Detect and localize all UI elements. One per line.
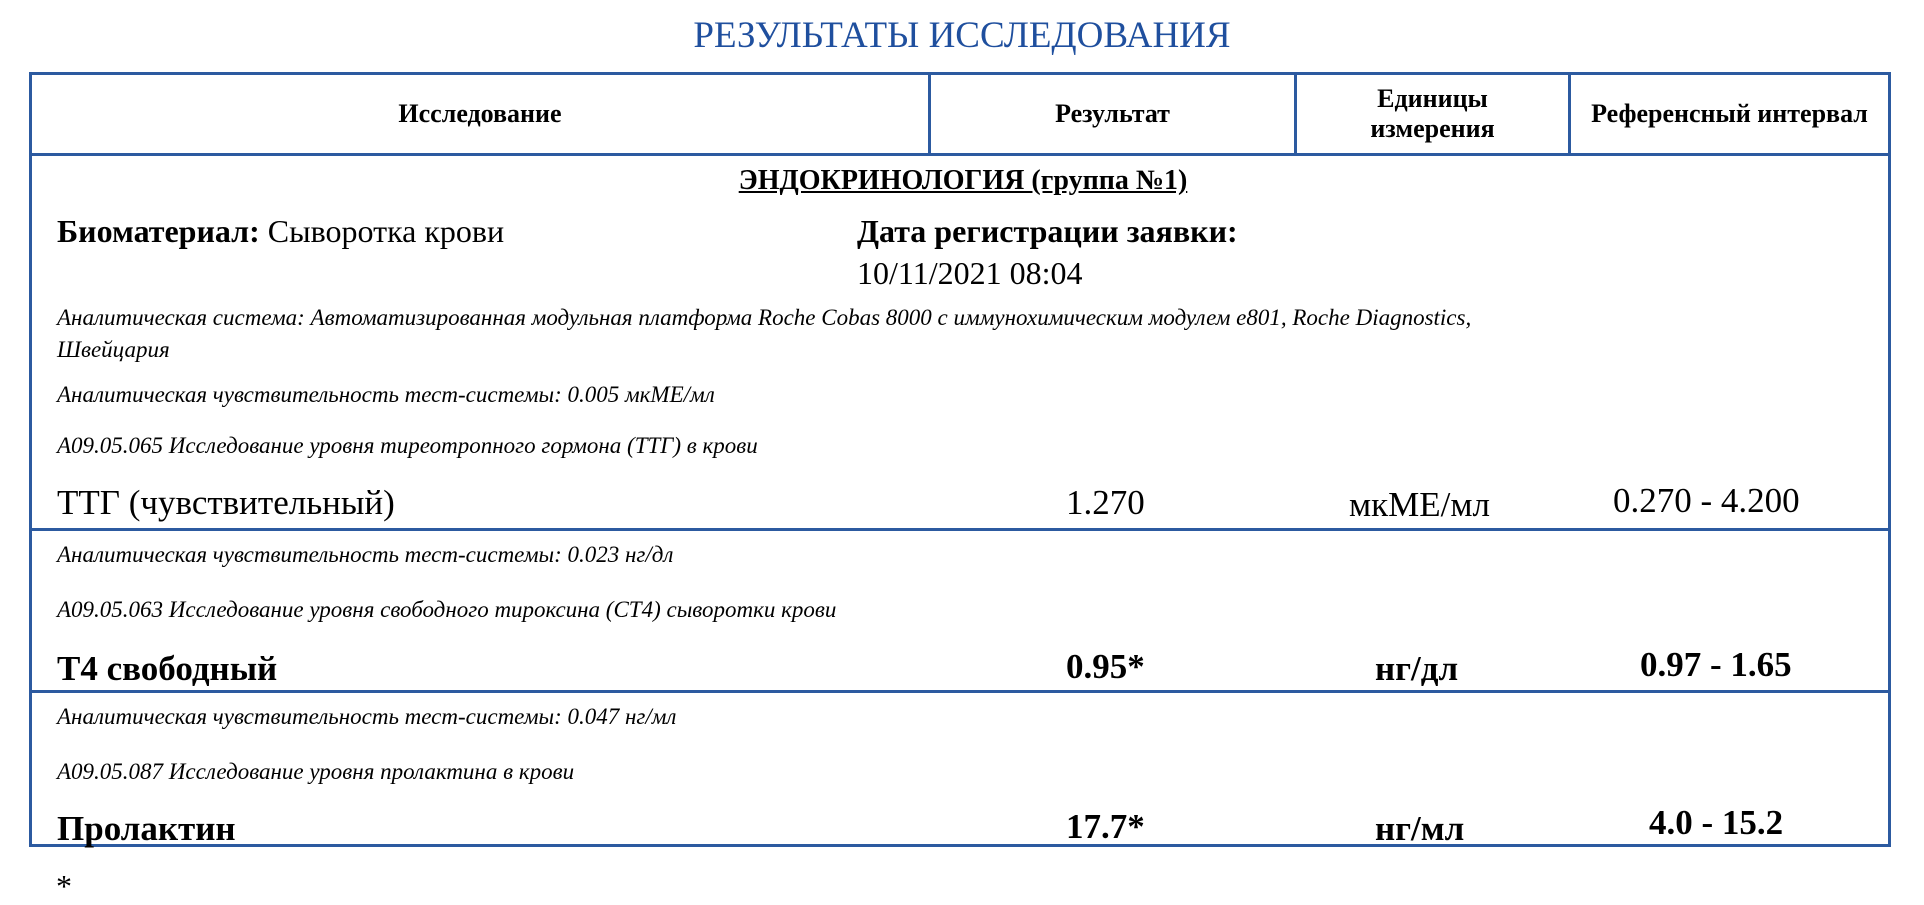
- test-code: A09.05.087 Исследование уровня пролактина в крови: [57, 759, 575, 784]
- test-units: мкМЕ/мл: [1349, 485, 1490, 524]
- header-units-line2: измерения: [1370, 114, 1495, 143]
- header-study: Исследование: [398, 99, 562, 128]
- test-code: A09.05.065 Исследование уровня тиреотропного гормона (ТТГ) в крови: [57, 433, 758, 458]
- row-divider: [32, 528, 1888, 531]
- test-reference: 4.0 - 15.2: [1649, 803, 1784, 842]
- biomaterial: [57, 213, 504, 250]
- test-reference: 0.270 - 4.200: [1613, 481, 1800, 520]
- test-sensitivity: Аналитическая чувствительность тест-системы: 0.047 нг/мл: [57, 704, 677, 729]
- header-result: Результат: [1055, 99, 1170, 128]
- test-code: A09.05.063 Исследование уровня свободного тироксина (СТ4) сыворотки крови: [57, 597, 837, 622]
- test-name: ТТГ (чувствительный): [57, 483, 395, 522]
- results-table: [29, 72, 1891, 847]
- footnote-marker: *: [56, 868, 72, 904]
- analytic-system-line1: Аналитическая система: Автоматизированная модульная платформа Roche Cobas 8000 с иммунохимическим модулем e801, Roche Diagnostics,: [57, 305, 1472, 330]
- test-sensitivity: Аналитическая чувствительность тест-системы: 0.005 мкМЕ/мл: [57, 382, 715, 407]
- registration-value: 10/11/2021 08:04: [857, 255, 1083, 291]
- test-result: 1.270: [1066, 483, 1145, 522]
- test-units: нг/мл: [1375, 809, 1465, 848]
- test-reference: 0.97 - 1.65: [1640, 645, 1792, 684]
- row-divider: [32, 690, 1888, 693]
- registration-label: Дата регистрации заявки:: [857, 213, 1238, 249]
- section-title: ЭНДОКРИНОЛОГИЯ (группа №1): [738, 165, 1188, 196]
- test-name: Пролактин: [57, 809, 236, 848]
- test-sensitivity: Аналитическая чувствительность тест-системы: 0.023 нг/дл: [57, 542, 674, 567]
- analytic-system-line2: Швейцария: [57, 337, 170, 362]
- biomaterial-label: Биоматериал:: [57, 213, 260, 249]
- test-result: 0.95*: [1066, 647, 1145, 686]
- header-units-line1: Единицы: [1377, 84, 1488, 113]
- table-header: [32, 75, 1888, 156]
- biomaterial-value: Сыворотка крови: [267, 213, 505, 249]
- test-name: Т4 свободный: [57, 649, 278, 688]
- header-units: [1297, 75, 1568, 153]
- test-result: 17.7*: [1066, 807, 1145, 846]
- header-reference: Референсный интервал: [1591, 99, 1868, 128]
- test-units: нг/дл: [1375, 649, 1459, 688]
- page-title: РЕЗУЛЬТАТЫ ИССЛЕДОВАНИЯ: [693, 15, 1231, 56]
